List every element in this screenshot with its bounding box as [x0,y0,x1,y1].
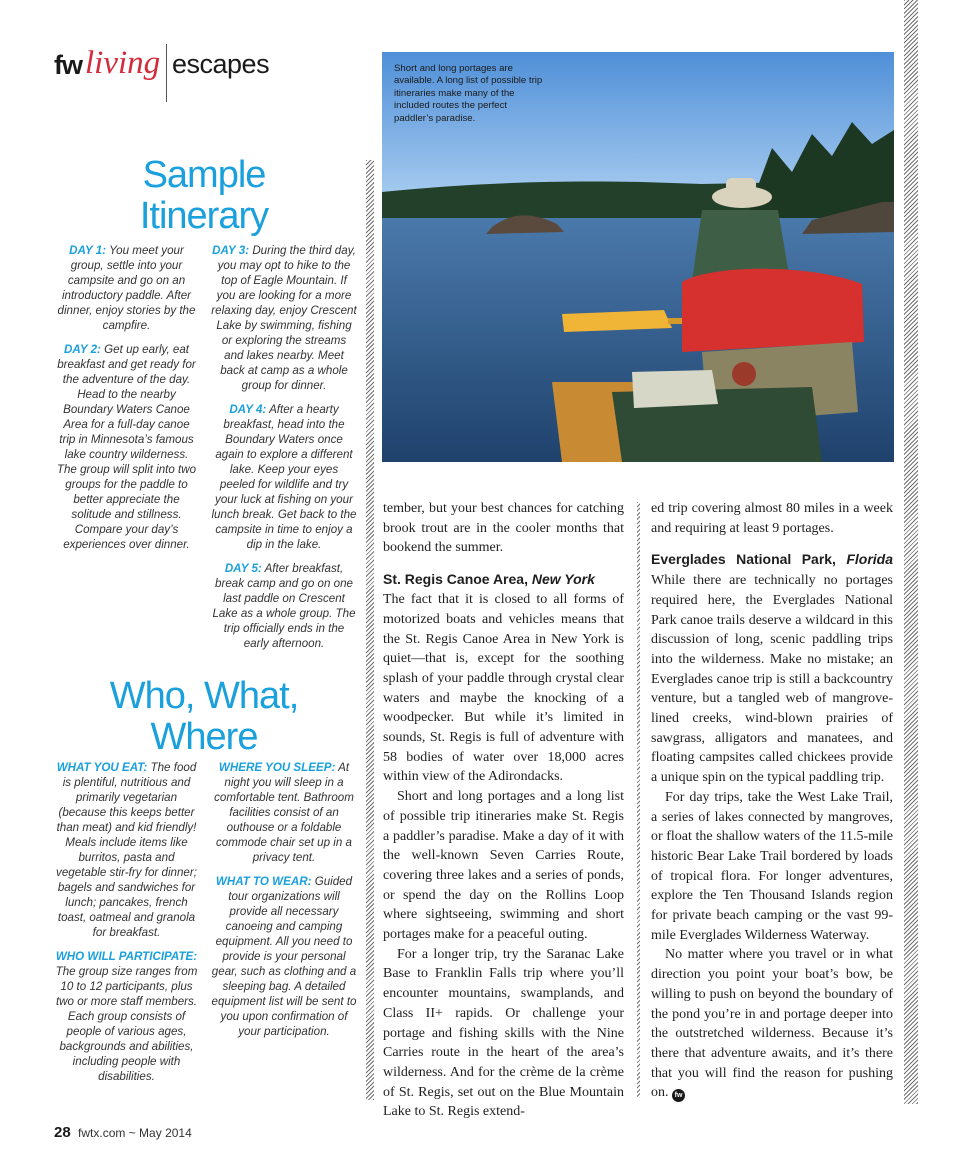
brand-fw: fw [54,50,82,80]
everglades-heading: Everglades National Park, Florida [651,551,894,568]
article-col-2 [651,499,893,1103]
www-title: Who, What, Where [109,675,299,758]
right-edge-hatch [904,0,918,1104]
footer-issue: ~ May 2014 [128,1126,192,1140]
article-col-1 [383,499,624,1122]
article-paragraph: Short and long portages and a long list of possible trip itineraries make St. Regis a paddler’s paradise. Make a day of it with the well-known Seven Carries Route, covering three lakes and a series of ponds, or spend the day on the Rollins Loop where sightseeing, swimming and short portages make for a peaceful outing. [383,789,624,943]
column-divider-hatch [637,502,640,1098]
www-col-right [211,760,357,1048]
article-paragraph: For a longer trip, try the Saranac Lake Base to Franklin Falls trip where you’ll encounter mountains, swamplands, and Class II+ rapids. Or challenge your portage and fishing skills with the Nine Carries route in the heart of the area’s wilderness. And for the crème de la crème of St. Regis, set out on the Blue Mountain Lake to St. Regis extend- [383,946,624,1120]
page-footer [54,1124,192,1141]
article-paragraph: No matter where you travel or in what direction you point your boat’s bow, be willing to push on beyond the boundary of the pond you’re in and portage deeper into the outstretched wilderness. Because it’s there that adventure awaits, and it’s there that you will find the reason for pushing on. fw [651,947,893,1101]
itinerary-col-right [211,243,357,660]
www-what-you-eat: WHAT YOU EAT: The food is plentiful, nutritious and primarily vegetarian (because this keeps better than meat) and kid friendly! Meals include items like burritos, pasta and vegetable stir-fry for dinner; bagels and sandwiches for lunch; pancakes, french toast, oatmeal and granola for breakfast. [56,761,197,939]
red-drybag [682,269,864,352]
canoe-photo [382,52,894,462]
footer-site: fwtx.com [78,1126,126,1140]
section-name: escapes [172,49,270,79]
itinerary-day-3: DAY 3: During the third day, you may opt to hike to the top of Eagle Mountain. If you are looking for a more relaxing day, enjoy Crescent Lake by swimming, fishing or exploring the streams and lakes nearby. Meet back at camp as a whole group for dinner. [211,244,357,392]
www-col-left [54,760,199,1093]
photo-caption: Short and long portages are available. A long list of possible trip itineraries make many of the included routes the perfect paddler’s paradise. [394,63,543,124]
itinerary-day-5: DAY 5: After breakfast, break camp and go on one last paddle on Crescent Lake as a whole group. The trip officially ends in the early afternoon. [212,562,356,650]
fw-endmark-icon: fw [672,1089,685,1102]
article-paragraph: ed trip covering almost 80 miles in a week and requiring at least 9 portages. [651,501,893,536]
sidebar-divider-hatch [366,160,374,1100]
itinerary-title: Sample Itinerary [139,154,269,237]
stregis-heading: St. Regis Canoe Area, New York [383,571,595,588]
itinerary-day-1: DAY 1: You meet your group, settle into your campsite and go on an introductory paddle. After dinner, enjoy stories by the campfire. [57,244,196,332]
itinerary-day-2: DAY 2: Get up early, eat breakfast and get ready for the adventure of the day. Head to the nearby Boundary Waters Canoe Area for a full-day canoe trip in Minnesota’s famous lake country wilderness. The group will split into two groups for the paddle to better appreciate the solitude and stillness. Compare your day’s experiences over dinner. [56,343,197,551]
everglades-paragraph: Everglades National Park, Florida While there are technically no portages required here, the Everglades National Park canoe trails deserve a wildcard in this discussion of long, scenic paddling trips into the wilderness. Make no mistake; an Everglades canoe trip is still a backcountry venture, but a tangled web of mangrove-lined creeks, wind-blown prairies of sawgrass, alligators and manatees, and floating campsites called chickees provide a unique spin on the typical paddling trip. [651,551,894,786]
brand-living: living [85,45,161,81]
page-number: 28 [54,1124,71,1141]
www-who-will-participate: WHO WILL PARTICIPATE: The group size ranges from 10 to 12 participants, plus two or more staff members. Each group consists of people of various ages, backgrounds and abilities, including people with disabilities. [55,950,198,1083]
article-paragraph: The fact that it is closed to all forms of motorized boats and vehicles means that the St. Regis Canoe Area in New York is quiet—that is, except for the soothing splash of your paddle through crystal clear waters and maybe the knocking of a woodpecker. But while it’s limited in sounds, St. Regis is full of adventure with 58 bodies of water over 18,000 acres within view of the Adirondacks. [383,592,624,785]
header-divider [166,44,167,102]
hat-crown [726,178,756,196]
article-paragraph: tember, but your best chances for catching brook trout are in the cooler months that bookend the summer. [383,501,624,556]
www-where-you-sleep: WHERE YOU SLEEP: At night you will sleep in a comfortable tent. Bathroom facilities consist of an outhouse or a foldable commode chair set up in a privacy tent. [214,761,354,864]
article-paragraph: For day trips, take the West Lake Trail, a series of lakes connected by mangroves, or float the shallow waters of the 11.5-mile historic Bear Lake Trail bordered by loads of tropical flora. For longer adventures, explore the Ten Thousand Islands region for private beach camping or the vast 99-mile Everglades Wilderness Waterway. [651,789,893,943]
white-bag [632,370,718,408]
itinerary-col-left [54,243,199,561]
itinerary-day-4: DAY 4: After a hearty breakfast, head into the Boundary Waters once again to explore a different lake. Keep your eyes peeled for wildlife and try your luck at fishing on your lunch break. Get back to the campsite in time to enjoy a dip in the lake. [211,403,357,551]
pack-patch [732,362,756,386]
www-what-to-wear: WHAT TO WEAR: Guided tour organizations will provide all necessary canoeing and camping equipment. All you need to provide is your personal gear, such as clothing and a sleeping bag. A detailed equipment list will be sent to you upon confirmation of your participation. [211,875,357,1038]
